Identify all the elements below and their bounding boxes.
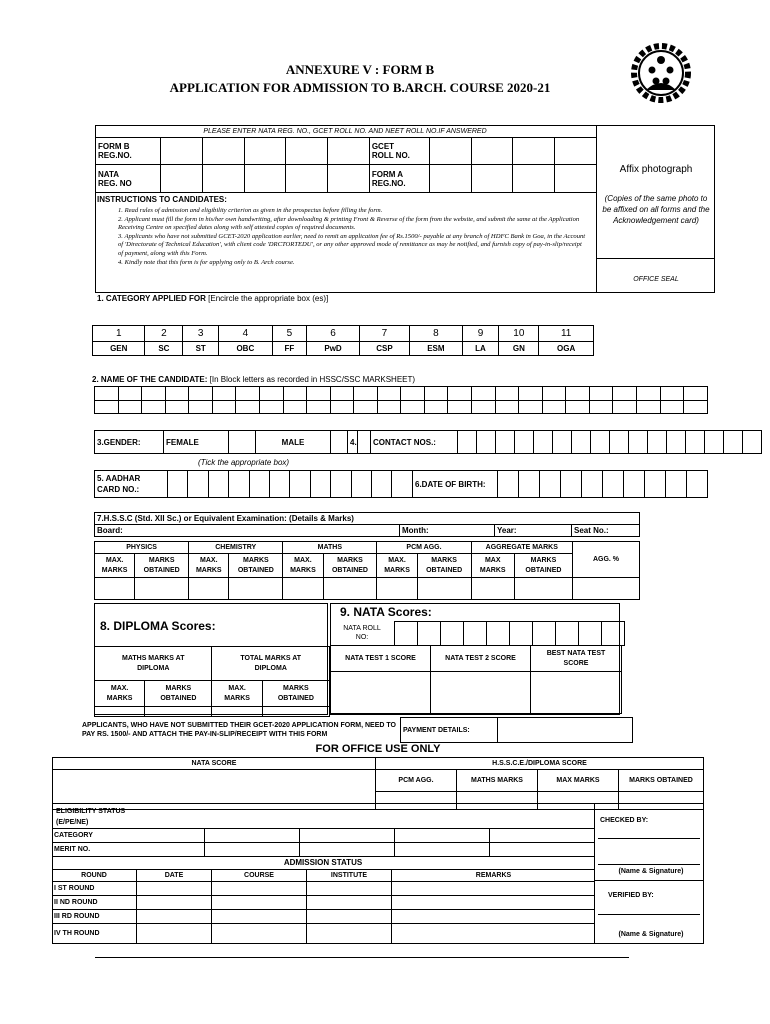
diploma-maths-label: MATHS MARKS AT DIPLOMA <box>95 647 212 681</box>
col-course: COURSE <box>212 870 307 882</box>
hssc-subheader: MAX. MARKS <box>283 554 323 578</box>
name-grid <box>94 386 708 414</box>
category-number-9[interactable]: 9 <box>462 326 499 342</box>
nata-box-3[interactable] <box>244 165 286 193</box>
name-letter-box[interactable] <box>212 400 236 414</box>
contact-table <box>347 430 762 454</box>
forma-box-2[interactable] <box>471 165 513 193</box>
payment-table <box>80 717 633 743</box>
round-1: I ST ROUND <box>52 882 137 896</box>
dob-box[interactable] <box>540 471 561 498</box>
name-letter-box[interactable] <box>330 400 354 414</box>
category-number-2[interactable]: 2 <box>145 326 183 342</box>
checked-signature: (Name & Signature) <box>618 868 684 875</box>
category-code-9[interactable]: LA <box>462 342 499 356</box>
diploma-heading: 8. DIPLOMA Scores: <box>100 619 216 633</box>
name-letter-box[interactable] <box>566 400 590 414</box>
diploma-obtained: MARKS OBTAINED <box>145 681 212 707</box>
name-letter-box[interactable] <box>165 400 189 414</box>
gcet-box-3[interactable] <box>513 138 555 165</box>
name-letter-box[interactable] <box>189 400 213 414</box>
category-code-3[interactable]: ST <box>183 342 219 356</box>
name-letter-box[interactable] <box>95 400 119 414</box>
name-letter-box[interactable] <box>660 400 684 414</box>
category-code-8[interactable]: ESM <box>410 342 462 356</box>
category-number-4[interactable]: 4 <box>219 326 273 342</box>
name-letter-box[interactable] <box>519 400 543 414</box>
formb-box-1[interactable] <box>161 138 203 165</box>
name-letter-box[interactable] <box>259 387 283 401</box>
dob-box[interactable] <box>582 471 603 498</box>
hssc-header-table <box>94 512 640 537</box>
name-letter-box[interactable] <box>448 387 472 401</box>
formb-box-2[interactable] <box>202 138 244 165</box>
instruction-item: 2. Applicant must fill the form in his/her own handwriting, after downloading & printing Front & Reverse of the form from the website, and submit the same at the Application Receiving Centre on specified dates along with self attested copies of required documents. <box>118 215 580 232</box>
round-2: II ND ROUND <box>52 896 137 910</box>
name-letter-box[interactable] <box>354 400 378 414</box>
name-letter-box[interactable] <box>660 387 684 401</box>
col-date: DATE <box>137 870 212 882</box>
forma-box-3[interactable] <box>513 165 555 193</box>
hssc-subheader: MARKS OBTAINED <box>323 554 377 578</box>
nata-score-label: NATA SCORE <box>53 758 376 770</box>
instructions-list <box>118 207 588 267</box>
female-checkbox[interactable] <box>229 431 256 454</box>
photo-title: Affix photograph <box>619 164 693 175</box>
aadhar-box[interactable] <box>229 471 249 498</box>
category-number-5[interactable]: 5 <box>272 326 307 342</box>
name-letter-box[interactable] <box>142 387 166 401</box>
max-marks-label: MAX MARKS <box>538 770 619 792</box>
admission-status-heading: ADMISSION STATUS <box>283 858 363 867</box>
round-4: IV TH ROUND <box>52 924 137 943</box>
category-merit-table <box>52 828 595 857</box>
male-label: MALE <box>256 431 331 454</box>
category-code-4[interactable]: OBC <box>219 342 273 356</box>
formb-box-4[interactable] <box>286 138 328 165</box>
nata-best-label: BEST NATA TEST SCORE <box>531 646 622 672</box>
marks-obtained-label: MARKS OBTAINED <box>619 770 704 792</box>
name-letter-box[interactable] <box>377 400 401 414</box>
dob-label: 6.DATE OF BIRTH: <box>413 471 498 498</box>
gcet-box-4[interactable] <box>555 138 597 165</box>
eligibility-label: ELIGIBILITY STATUS (E/PE/NE) <box>56 808 126 826</box>
category-number-7[interactable]: 7 <box>359 326 409 342</box>
maths-label: MATHS MARKS <box>457 770 538 792</box>
registration-table <box>95 137 597 193</box>
dob-box[interactable] <box>603 471 624 498</box>
gender-tick-note: (Tick the appropriate box) <box>198 458 290 467</box>
subject-physics: PHYSICS <box>95 542 189 554</box>
name-letter-box[interactable] <box>142 400 166 414</box>
subject-aggregate: AGGREGATE MARKS <box>471 542 572 554</box>
form-title: APPLICATION FOR ADMISSION TO B.ARCH. COURSE 2020-21 <box>169 80 551 95</box>
name-letter-box[interactable] <box>495 387 519 401</box>
category-code-5[interactable]: FF <box>272 342 307 356</box>
female-label: FEMALE <box>164 431 229 454</box>
forma-box-4[interactable] <box>555 165 597 193</box>
name-letter-box[interactable] <box>118 387 142 401</box>
aadhar-table <box>94 470 708 498</box>
name-letter-box[interactable] <box>495 400 519 414</box>
hssc-subheader: MARKS OBTAINED <box>514 554 572 578</box>
name-letter-box[interactable] <box>259 400 283 414</box>
dob-box[interactable] <box>687 471 708 498</box>
diploma-max: MAX. MARKS <box>212 681 262 707</box>
nata-box-4[interactable] <box>286 165 328 193</box>
name-letter-box[interactable] <box>401 400 425 414</box>
verified-signature: (Name & Signature) <box>618 931 684 938</box>
hssc-subheader: MARKS OBTAINED <box>135 554 189 578</box>
name-letter-box[interactable] <box>472 400 496 414</box>
aadhar-label: 5. AADHAR CARD NO.: <box>95 471 168 498</box>
nata-box-1[interactable] <box>161 165 203 193</box>
pcm-label: PCM AGG. <box>376 770 457 792</box>
category-heading-wrap <box>97 294 328 303</box>
nata-heading: 9. NATA Scores: <box>340 605 432 619</box>
nata-roll-table <box>330 621 625 646</box>
name-letter-box[interactable] <box>307 400 331 414</box>
aadhar-box[interactable] <box>351 471 371 498</box>
formb-box-3[interactable] <box>244 138 286 165</box>
category-code-1[interactable]: GEN <box>93 342 145 356</box>
name-letter-box[interactable] <box>236 400 260 414</box>
name-letter-box[interactable] <box>377 387 401 401</box>
name-letter-box[interactable] <box>307 387 331 401</box>
seat-label: Seat No.: <box>572 525 640 537</box>
name-letter-box[interactable] <box>424 400 448 414</box>
nata-roll-label: NATA ROLL NO: <box>330 622 395 646</box>
office-use-heading: FOR OFFICE USE ONLY <box>315 743 441 755</box>
name-letter-box[interactable] <box>283 387 307 401</box>
aadhar-box[interactable] <box>270 471 290 498</box>
aadhar-box[interactable] <box>249 471 269 498</box>
payment-details-box[interactable] <box>498 718 633 743</box>
subject-chemistry: CHEMISTRY <box>189 542 283 554</box>
category-code-11[interactable]: OGA <box>539 342 594 356</box>
name-letter-box[interactable] <box>448 400 472 414</box>
subject-pcm: PCM AGG. <box>377 542 471 554</box>
instruction-item: 4. Kindly note that this form is for applying only to B. Arch course. <box>118 258 295 266</box>
nata-test2-label: NATA TEST 2 SCORE <box>431 646 531 672</box>
contact-label: CONTACT NOS.: <box>371 431 458 454</box>
gender-label: 3.GENDER: <box>95 431 164 454</box>
nata-label: NATA REG. NO <box>96 165 161 193</box>
name-letter-box[interactable] <box>589 387 613 401</box>
checked-by-label: CHECKED BY: <box>600 817 649 824</box>
name-letter-box[interactable] <box>636 400 660 414</box>
dob-box[interactable] <box>624 471 645 498</box>
hssc-heading: 7.H.S.S.C (Std. XII Sc.) or Equivalent Examination: (Details & Marks) <box>95 513 640 525</box>
name-letter-box[interactable] <box>95 387 119 401</box>
nata-score-table <box>330 645 622 714</box>
aadhar-box[interactable] <box>310 471 330 498</box>
name-letter-box[interactable] <box>165 387 189 401</box>
admission-table <box>52 869 595 943</box>
category-number-10[interactable]: 10 <box>499 326 539 342</box>
instructions-heading: INSTRUCTIONS TO CANDIDATES: <box>97 195 227 204</box>
name-letter-box[interactable] <box>236 387 260 401</box>
name-letter-box[interactable] <box>118 400 142 414</box>
annexure-title: ANNEXURE V : FORM B <box>285 62 435 77</box>
hssc-marks-table <box>94 541 640 600</box>
name-letter-box[interactable] <box>566 387 590 401</box>
dob-box[interactable] <box>645 471 666 498</box>
name-heading-wrap <box>92 375 415 384</box>
aadhar-box[interactable] <box>208 471 228 498</box>
category-number-11[interactable]: 11 <box>539 326 594 342</box>
col-remarks: REMARKS <box>392 870 596 882</box>
name-letter-box[interactable] <box>519 387 543 401</box>
round-3: III RD ROUND <box>52 910 137 924</box>
hssc-subheader: MAX. MARKS <box>95 554 135 578</box>
hssc-subheader: MARKS OBTAINED <box>417 554 471 578</box>
dob-box[interactable] <box>561 471 582 498</box>
name-letter-box[interactable] <box>542 387 566 401</box>
name-letter-box[interactable] <box>354 387 378 401</box>
name-letter-box[interactable] <box>401 387 425 401</box>
nata-box-2[interactable] <box>202 165 244 193</box>
payment-note: APPLICANTS, WHO HAVE NOT SUBMITTED THEIR GCET-2020 APPLICATION FORM, NEED TO PAY RS. 1500/- AND ATTACH THE PAY-IN-SLIP/RECEIPT WITH THIS FORM <box>82 722 396 738</box>
forma-box-1[interactable] <box>429 165 471 193</box>
gcet-label: GCET ROLL NO. <box>369 138 429 165</box>
gender-table <box>94 430 358 454</box>
diploma-max: MAX. MARKS <box>95 681 145 707</box>
category-code-2[interactable]: SC <box>145 342 183 356</box>
category-code-7[interactable]: CSP <box>359 342 409 356</box>
year-label: Year: <box>495 525 572 537</box>
verified-by-label: VERIFIED BY: <box>608 892 654 899</box>
name-letter-box[interactable] <box>613 400 637 414</box>
category-table <box>92 325 594 356</box>
subject-maths: MATHS <box>283 542 377 554</box>
aadhar-box[interactable] <box>372 471 392 498</box>
col-round: ROUND <box>52 870 137 882</box>
category-label: CATEGORY <box>52 829 205 843</box>
diploma-obtained: MARKS OBTAINED <box>262 681 329 707</box>
month-label: Month: <box>400 525 495 537</box>
gcet-box-2[interactable] <box>471 138 513 165</box>
aadhar-box[interactable] <box>331 471 351 498</box>
name-letter-box[interactable] <box>684 400 708 414</box>
formb-box-5[interactable] <box>328 138 370 165</box>
name-letter-box[interactable] <box>636 387 660 401</box>
name-hint: [In Block letters as recorded in HSSC/SSC MARKSHEET) <box>209 375 416 384</box>
office-seal-label: OFFICE SEAL <box>633 276 679 283</box>
aadhar-box[interactable] <box>392 471 413 498</box>
hssc-diploma-label: H.S.S.C.E./DIPLOMA SCORE <box>376 758 704 770</box>
instruction-item: 3. Applicants who have not submitted GCET-2020 application earlier, need to remit an application fee of Rs.1500/- payable at any branch of HDFC Bank in Goa, in the Account of 'Directorate of Technical Education', with client code 'DRCTORTEDU', or any other approved mode of remittance as may be notified, and furnish copy of pay-in-slip/receipt of payment, along with this Form. <box>118 232 586 257</box>
agg-pct-label: AGG. % <box>573 542 640 578</box>
category-number-1[interactable]: 1 <box>93 326 145 342</box>
aadhar-box[interactable] <box>168 471 188 498</box>
contact-number: 4. <box>348 431 371 454</box>
category-heading: 1. CATEGORY APPLIED FOR <box>97 294 206 303</box>
dob-box[interactable] <box>666 471 687 498</box>
nata-test1-label: NATA TEST 1 SCORE <box>331 646 431 672</box>
hssc-subheader: MAX. MARKS <box>377 554 417 578</box>
forma-label: FORM A REG.NO. <box>369 165 429 193</box>
bottom-rule <box>95 957 629 958</box>
merit-label: MERIT NO. <box>52 843 205 857</box>
instruction-item: 1. Read rules of admission and eligibility criterion as given in the prospectus before filling the form. <box>118 207 383 214</box>
board-label: Board: <box>95 525 400 537</box>
name-letter-box[interactable] <box>189 387 213 401</box>
name-heading: 2. NAME OF THE CANDIDATE: <box>92 375 208 384</box>
aadhar-box[interactable] <box>290 471 310 498</box>
category-number-3[interactable]: 3 <box>183 326 219 342</box>
gcet-box-1[interactable] <box>429 138 471 165</box>
dob-box[interactable] <box>498 471 519 498</box>
category-code-10[interactable]: GN <box>499 342 539 356</box>
payment-details-label: PAYMENT DETAILS: <box>401 718 498 743</box>
name-letter-box[interactable] <box>283 400 307 414</box>
aadhar-box[interactable] <box>188 471 208 498</box>
hssc-subheader: MAX MARKS <box>471 554 514 578</box>
name-letter-box[interactable] <box>542 400 566 414</box>
category-code-6[interactable]: PwD <box>307 342 359 356</box>
name-letter-box[interactable] <box>424 387 448 401</box>
category-number-8[interactable]: 8 <box>410 326 462 342</box>
hssc-subheader: MAX. MARKS <box>189 554 229 578</box>
reg-note: PLEASE ENTER NATA REG. NO., GCET ROLL NO. AND NEET ROLL NO.IF ANSWERED <box>203 128 487 135</box>
category-number-6[interactable]: 6 <box>307 326 359 342</box>
hssc-subheader: MARKS OBTAINED <box>229 554 283 578</box>
name-letter-box[interactable] <box>613 387 637 401</box>
nata-box-5[interactable] <box>328 165 370 193</box>
name-letter-box[interactable] <box>472 387 496 401</box>
formb-label: FORM B REG.NO. <box>96 138 161 165</box>
col-institute: INSTITUTE <box>307 870 392 882</box>
diploma-total-label: TOTAL MARKS AT DIPLOMA <box>212 647 330 681</box>
diploma-table <box>94 646 330 717</box>
category-hint: [Encircle the appropriate box (es)] <box>208 294 329 303</box>
name-letter-box[interactable] <box>589 400 613 414</box>
name-letter-box[interactable] <box>212 387 236 401</box>
dob-box[interactable] <box>519 471 540 498</box>
photo-note: (Copies of the same photo to be affixed on all forms and the Acknowledgement card) <box>602 194 710 225</box>
name-letter-box[interactable] <box>330 387 354 401</box>
name-letter-box[interactable] <box>684 387 708 401</box>
